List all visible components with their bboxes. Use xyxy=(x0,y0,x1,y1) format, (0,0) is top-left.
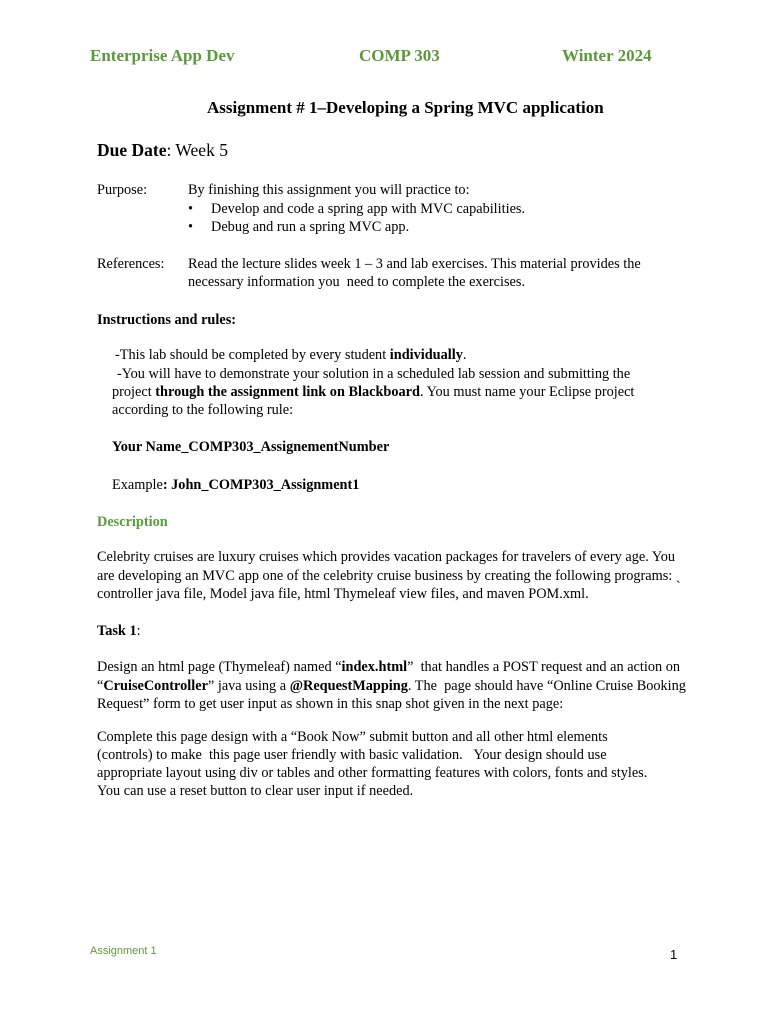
rule-2-emphasis: through the assignment link on Blackboard xyxy=(155,384,420,400)
purpose-bullet-text: Develop and code a spring app with MVC capabilities. xyxy=(211,200,526,217)
task-1-paragraph-2-line-1: Complete this page design with a “Book Now” submit button and all other html elements xyxy=(97,729,608,745)
instructions-rule-1 xyxy=(115,346,466,365)
task-1-colon: : xyxy=(136,623,141,639)
rule-1-end: . xyxy=(462,347,467,363)
description-line-3: controller java file, Model java file, html Thymeleaf view files, and maven POM.xml. xyxy=(97,586,589,602)
instructions-rule-2-line-3: according to the following rule: xyxy=(112,402,294,418)
task-text: ” java using a xyxy=(207,678,290,694)
example-label: Example xyxy=(112,477,163,493)
task-1-paragraph-1-line-3: Request” form to get user input as shown in this snap shot given in the next page: xyxy=(97,696,564,712)
naming-rule: Your Name_COMP303_AssignementNumber xyxy=(112,439,390,455)
instructions-rule-2-line-2 xyxy=(112,383,634,402)
description-line-1: Celebrity cruises are luxury cruises which provides vacation packages for travelers of every age. You xyxy=(97,549,676,565)
references-line-1: Read the lecture slides week 1 – 3 and lab exercises. This material provides the xyxy=(188,256,641,272)
purpose-intro: By finishing this assignment you will practice to: xyxy=(188,182,470,198)
rule-1-emphasis: individually xyxy=(389,347,463,363)
due-date xyxy=(97,140,228,161)
purpose-bullet-2 xyxy=(188,218,409,237)
task-1-heading xyxy=(97,622,141,641)
instructions-heading: Instructions and rules: xyxy=(97,312,237,328)
assignment-title: Assignment # 1–Developing a Spring MVC application xyxy=(207,98,604,117)
due-date-value: Week 5 xyxy=(175,140,228,160)
header-course-code: COMP 303 xyxy=(359,46,440,65)
instructions-rule-2-line-1: -You will have to demonstrate your solution in a scheduled lab session and submitting the xyxy=(117,366,631,382)
task-1-paragraph-1-line-1 xyxy=(97,658,680,677)
description-heading: Description xyxy=(97,514,168,530)
filename-emphasis: index.html xyxy=(341,659,408,675)
rule-1-text: -This lab should be completed by every student xyxy=(115,347,390,363)
description-line-2: are developing an MVC app one of the celebrity cruise business by creating the following programs: ˎ xyxy=(97,568,681,584)
task-text: ” that handles a POST request and an action on xyxy=(407,659,680,675)
rule-2-text: project xyxy=(112,384,156,400)
purpose-bullet-text: Debug and run a spring MVC app. xyxy=(211,218,410,235)
references-line-2: necessary information you need to complete the exercises. xyxy=(188,274,526,290)
task-1-paragraph-1-line-2 xyxy=(97,677,686,696)
task-text: “ xyxy=(97,678,104,694)
task-1-paragraph-2-line-2: (controls) to make this page user friendly with basic validation. Your design should use xyxy=(97,747,607,763)
naming-example xyxy=(112,476,359,495)
page-number: 1 xyxy=(670,947,678,962)
example-value: : John_COMP303_Assignment1 xyxy=(162,477,360,493)
references-label: References: xyxy=(97,256,165,272)
footer-assignment-label: Assignment 1 xyxy=(90,945,157,957)
due-date-label: Due Date xyxy=(97,140,167,160)
purpose-bullet-1 xyxy=(188,200,525,219)
task-1-paragraph-2-line-3: appropriate layout using div or tables and other formatting features with colors, fonts and styles. xyxy=(97,765,648,781)
bullet-marker: • xyxy=(188,218,194,235)
header-course-name: Enterprise App Dev xyxy=(90,46,235,65)
rule-2-end: . You must name your Eclipse project xyxy=(419,384,635,400)
header-term: Winter 2024 xyxy=(562,46,652,65)
task-1-paragraph-2-line-4: You can use a reset button to clear user input if needed. xyxy=(97,783,414,799)
task-1-title: Task 1 xyxy=(97,623,137,639)
purpose-label: Purpose: xyxy=(97,182,148,198)
annotation-emphasis: @RequestMapping xyxy=(289,678,408,694)
due-date-sep: : xyxy=(166,140,176,160)
bullet-marker: • xyxy=(188,200,194,217)
controller-emphasis: CruiseController xyxy=(103,678,208,694)
task-text: Design an html page (Thymeleaf) named “ xyxy=(97,659,342,675)
task-text: . The page should have “Online Cruise Booking xyxy=(407,678,686,694)
